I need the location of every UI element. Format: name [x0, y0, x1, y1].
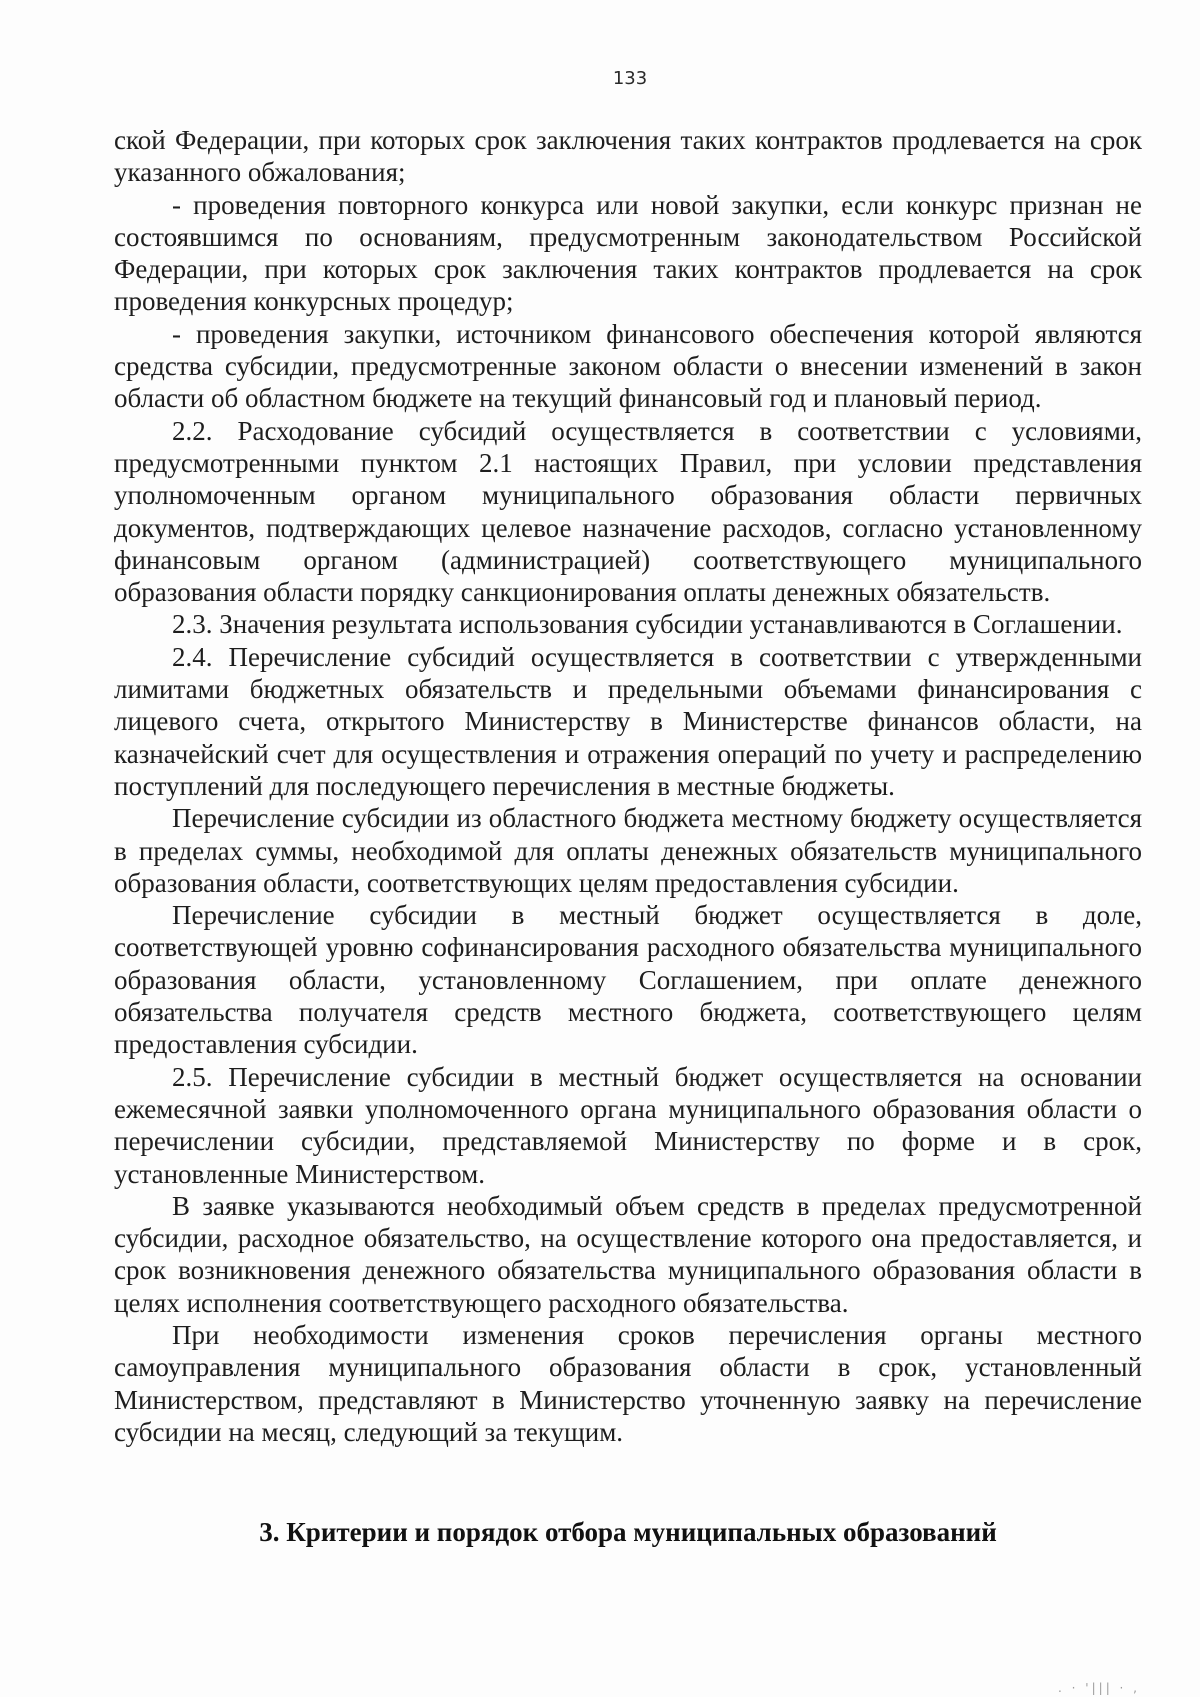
paragraph-6: 2.4. Перечисление субсидий осуществляется в соответствии с утвержденными лимитами бюджетных обязательств и предельными объемами финансирования с лицевого счета, открытого Министерству в Министерстве финансов области, на казначейский счет для осуществления и отражения операций по учету и распределению поступлений для последующего перечисления в местные бюджеты. — [114, 641, 1142, 801]
paragraph-10: В заявке указываются необходимый объем средств в пределах предусмотренной субсидии, расходное обязательство, на осуществление которого она предоставляется, и срок возникновения денежного обязательства муниципального образования области в целях исполнения соответствующего расходного обязательства. — [114, 1190, 1142, 1318]
paragraph-5: 2.3. Значения результата использования субсидии устанавливаются в Соглашении. — [172, 609, 1123, 640]
paragraph-4: 2.2. Расходование субсидий осуществляется в соответствии с условиями, предусмотренными пунктом 2.1 настоящих Правил, при условии представления уполномоченным органом муниципального образования области первичных документов, подтверждающих целевое назначение расходов, согласно установленному финансовым органом (администрацией) соответствующего муниципального образования области порядку санкционирования оплаты денежных обязательств. — [114, 415, 1142, 608]
body-text — [114, 124, 1142, 1448]
paragraph-9: 2.5. Перечисление субсидии в местный бюджет осуществляется на основании ежемесячной заявки уполномоченного органа муниципального образования области о перечислении субсидии, представляемой Министерству по форме и в срок, установленные Министерством. — [114, 1061, 1142, 1189]
paragraph-3: - проведения закупки, источником финансового обеспечения которой являются средства субсидии, предусмотренные законом области о внесении изменений в закон области об областном бюджете на текущий финансовый год и плановый период. — [114, 318, 1142, 414]
paragraph-8: Перечисление субсидии в местный бюджет осуществляется в доле, соответствующей уровню софинансирования расходного обязательства муниципального образования области, установленному Соглашением, при оплате денежного обязательства получателя средств местного бюджета, соответствующего целям предоставления субсидии. — [114, 900, 1142, 1060]
page-number: 133 — [612, 68, 648, 89]
paragraph-7: Перечисление субсидии из областного бюджета местному бюджету осуществляется в пределах суммы, необходимой для оплаты денежных обязательств муниципального образования области, соответствующих целям предоставления субсидии. — [114, 803, 1142, 898]
paragraph-11: При необходимости изменения сроков перечисления органы местного самоуправления муниципального образования области в срок, установленный Министерством, представляют в Министерство уточненную заявку на перечисление субсидии на месяц, следующий за текущим. — [114, 1319, 1142, 1447]
paragraph-1: ской Федерации, при которых срок заключения таких контрактов продлевается на срок указанного обжалования; — [114, 125, 1142, 188]
paragraph-2: - проведения повторного конкурса или новой закупки, если конкурс признан не состоявшимся по основаниям, предусмотренным законодательством Российской Федерации, при которых срок заключения таких контрактов продлевается на срок проведения конкурсных процедур; — [114, 189, 1142, 317]
scan-artifact-mark: . · '||| · , — [1058, 1681, 1140, 1695]
section-heading: 3. Критерии и порядок отбора муниципальных образований — [259, 1517, 997, 1547]
